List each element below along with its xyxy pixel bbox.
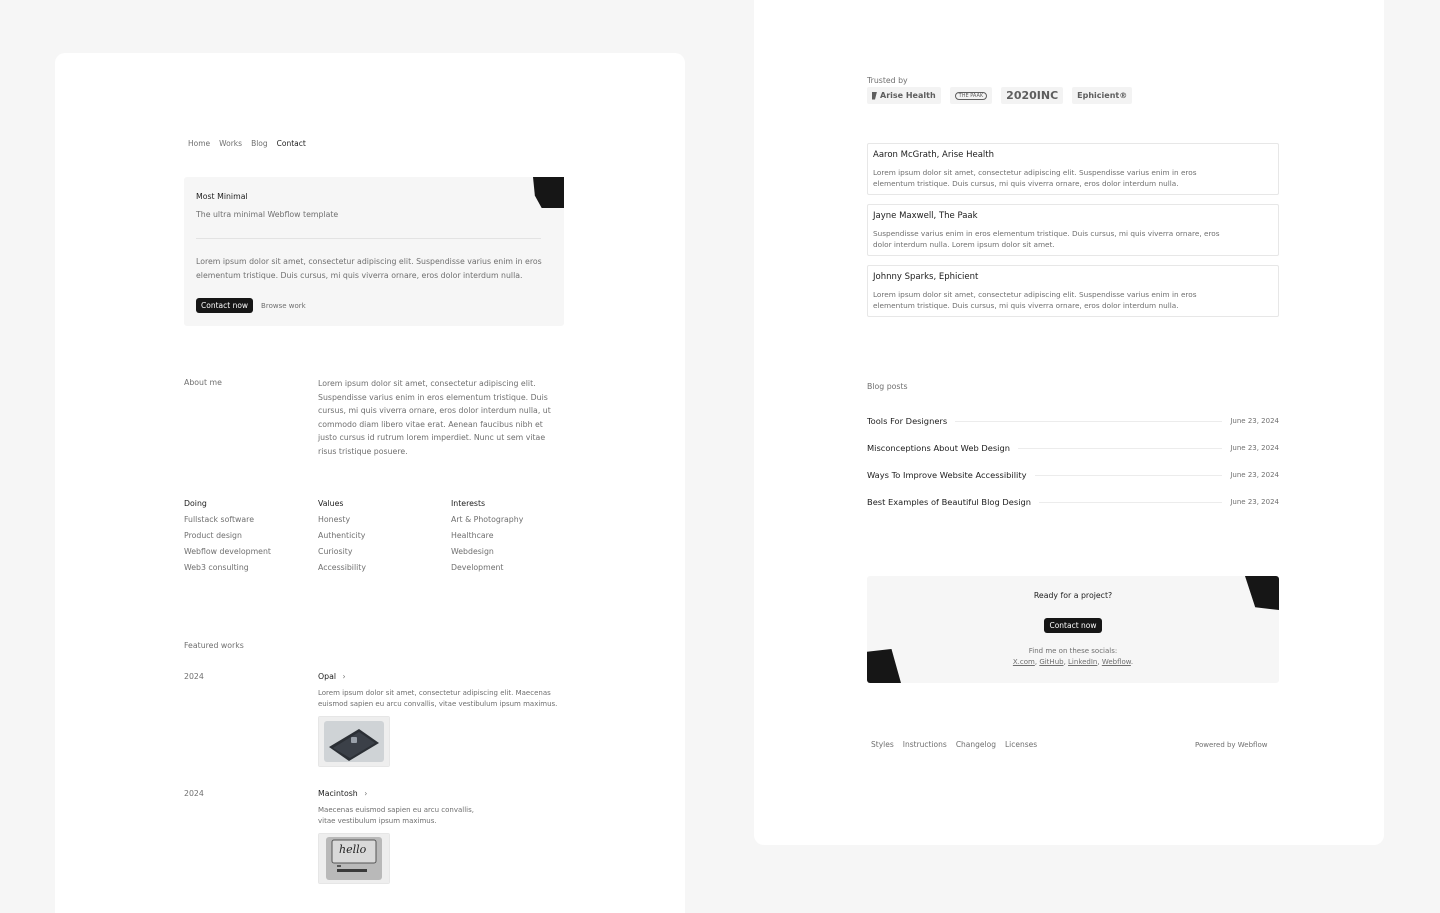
social-link-linkedin[interactable]: LinkedIn bbox=[1068, 658, 1098, 666]
testimonial-text: Lorem ipsum dolor sit amet, consectetur adipiscing elit. Suspendisse varius enim in eros elementum tristique. Duis cursus, mi quis viverra ornare, eros dolor interdum nulla. bbox=[873, 168, 1197, 188]
nav-works[interactable]: Works bbox=[219, 139, 243, 148]
post-divider-line bbox=[1018, 448, 1222, 449]
testimonial-text: Suspendisse varius enim in eros elementum tristique. Duis cursus, mi quis viverra ornare, eros dolor interdum nulla. Lorem ipsum dolor sit amet. bbox=[873, 229, 1220, 249]
browse-work-link[interactable]: Browse work bbox=[261, 301, 306, 310]
hero-divider bbox=[196, 238, 541, 239]
post-date: June 23, 2024 bbox=[1230, 471, 1279, 479]
footer-link-instructions[interactable]: Instructions bbox=[902, 740, 947, 749]
post-date: June 23, 2024 bbox=[1230, 498, 1279, 506]
about-text: Lorem ipsum dolor sit amet, consectetur adipiscing elit. Suspendisse varius enim in eros elementum tristique. Duis cursus, mi quis viverra ornare, eros dolor interdum nulla, ut commodo diam libero vitae erat. Aenean faucibus nibh et justo cursus id rutrum lorem imperdiet. Nunc ut sem vitae risus tristique posuere. bbox=[318, 379, 551, 456]
hero-contact-button[interactable]: Contact now bbox=[196, 298, 253, 313]
nav-contact[interactable]: Contact bbox=[276, 139, 306, 148]
list-item: Webdesign bbox=[451, 547, 494, 556]
opal-phone-image[interactable] bbox=[318, 716, 390, 767]
testimonial-card bbox=[867, 265, 1279, 317]
hero-card bbox=[184, 177, 564, 326]
work-title-opal[interactable] bbox=[318, 672, 346, 681]
values-column bbox=[318, 496, 366, 576]
about-label: About me bbox=[184, 378, 222, 387]
blog-post-row[interactable] bbox=[867, 469, 1279, 481]
testimonial-author: Johnny Sparks, Ephicient bbox=[873, 272, 979, 282]
cta-card bbox=[867, 576, 1279, 683]
cta-heading: Ready for a project? bbox=[1033, 591, 1113, 600]
the-paak-logo: THE PAAK bbox=[950, 87, 993, 104]
post-date: June 23, 2024 bbox=[1230, 444, 1279, 452]
screen-hello-text: hello bbox=[339, 843, 367, 856]
left-page-panel bbox=[55, 53, 685, 913]
doing-heading: Doing bbox=[184, 499, 207, 508]
post-title: Best Examples of Beautiful Blog Design bbox=[867, 497, 1032, 507]
arise-mark-icon bbox=[872, 92, 877, 100]
trusted-by-label: Trusted by bbox=[867, 76, 908, 85]
footer-link-styles[interactable]: Styles bbox=[871, 740, 894, 749]
main-nav bbox=[188, 139, 306, 148]
cta-contact-button[interactable]: Contact now bbox=[1044, 618, 1101, 633]
work-description: Maecenas euismod sapien eu arcu convallis, vitae vestibulum ipsum maximus. bbox=[318, 806, 474, 825]
hero-title: Most Minimal bbox=[196, 192, 248, 201]
list-item: Authenticity bbox=[318, 531, 366, 540]
list-item: Accessibility bbox=[318, 563, 366, 572]
blog-posts-label: Blog posts bbox=[867, 382, 908, 391]
macintosh-hello-image[interactable] bbox=[318, 833, 390, 884]
blog-post-row[interactable] bbox=[867, 415, 1279, 427]
hero-body: Lorem ipsum dolor sit amet, consectetur adipiscing elit. Suspendisse varius enim in eros elementum tristique. Duis cursus, mi quis viverra ornare, eros dolor interdum nulla. bbox=[196, 257, 542, 280]
testimonial-author: Aaron McGrath, Arise Health bbox=[873, 150, 994, 160]
work-year: 2024 bbox=[184, 789, 204, 798]
work-year: 2024 bbox=[184, 672, 204, 681]
footer-links bbox=[871, 740, 1037, 749]
chevron-right-icon: › bbox=[364, 789, 368, 798]
social-link-github[interactable]: GitHub bbox=[1039, 658, 1064, 666]
testimonial-author: Jayne Maxwell, The Paak bbox=[873, 211, 978, 221]
doing-column bbox=[184, 496, 271, 576]
right-page-panel bbox=[754, 0, 1384, 845]
blog-post-row[interactable] bbox=[867, 442, 1279, 454]
list-item: Honesty bbox=[318, 515, 351, 524]
post-title: Misconceptions About Web Design bbox=[867, 443, 1011, 453]
social-link-x[interactable]: X.com bbox=[1012, 658, 1035, 666]
ephicient-logo: Ephicient® bbox=[1072, 87, 1132, 104]
arise-health-logo: Arise Health bbox=[867, 87, 941, 104]
work-title: Opal bbox=[318, 672, 337, 681]
post-title: Ways To Improve Website Accessibility bbox=[867, 470, 1027, 480]
chevron-right-icon: › bbox=[342, 672, 346, 681]
list-item: Web3 consulting bbox=[184, 563, 249, 572]
interests-heading: Interests bbox=[451, 499, 486, 508]
list-item: Development bbox=[451, 563, 504, 572]
nav-blog[interactable]: Blog bbox=[251, 139, 268, 148]
socials-label: Find me on these socials: bbox=[1028, 647, 1118, 655]
list-item: Product design bbox=[184, 531, 242, 540]
work-description: Lorem ipsum dolor sit amet, consectetur adipiscing elit. Maecenas euismod sapien eu arcu convallis, vitae vestibulum ipsum maximus. bbox=[318, 689, 558, 708]
post-title: Tools For Designers bbox=[867, 416, 948, 426]
socials-links: X.com, GitHub, LinkedIn, Webflow. bbox=[1012, 658, 1134, 666]
social-link-webflow[interactable]: Webflow bbox=[1101, 658, 1131, 666]
blog-post-row[interactable] bbox=[867, 496, 1279, 508]
hero-subtitle: The ultra minimal Webflow template bbox=[196, 210, 339, 219]
work-title: Macintosh bbox=[318, 789, 358, 798]
powered-by-webflow-link[interactable]: Powered by Webflow bbox=[1195, 741, 1268, 749]
post-divider-line bbox=[955, 421, 1222, 422]
featured-works-label: Featured works bbox=[184, 641, 244, 650]
post-divider-line bbox=[1035, 475, 1223, 476]
list-item: Fullstack software bbox=[184, 515, 254, 524]
list-item: Healthcare bbox=[451, 531, 494, 540]
nav-home[interactable]: Home bbox=[188, 139, 211, 148]
values-heading: Values bbox=[318, 499, 344, 508]
footer-link-changelog[interactable]: Changelog bbox=[955, 740, 996, 749]
testimonial-card bbox=[867, 143, 1279, 195]
list-item: Art & Photography bbox=[451, 515, 524, 524]
footer-link-licenses[interactable]: Licenses bbox=[1004, 740, 1038, 749]
work-title-macintosh[interactable] bbox=[318, 789, 367, 798]
post-divider-line bbox=[1039, 502, 1222, 503]
post-date: June 23, 2024 bbox=[1230, 417, 1279, 425]
testimonial-card bbox=[867, 204, 1279, 256]
2020inc-logo: 2020INC bbox=[1001, 87, 1063, 104]
hero-decorative-shape bbox=[533, 177, 564, 208]
testimonial-text: Lorem ipsum dolor sit amet, consectetur adipiscing elit. Suspendisse varius enim in eros elementum tristique. Duis cursus, mi quis viverra ornare, eros dolor interdum nulla. bbox=[873, 290, 1197, 310]
trusted-logos bbox=[867, 87, 1132, 104]
list-item: Webflow development bbox=[184, 547, 271, 556]
interests-column bbox=[451, 496, 523, 576]
list-item: Curiosity bbox=[318, 547, 353, 556]
